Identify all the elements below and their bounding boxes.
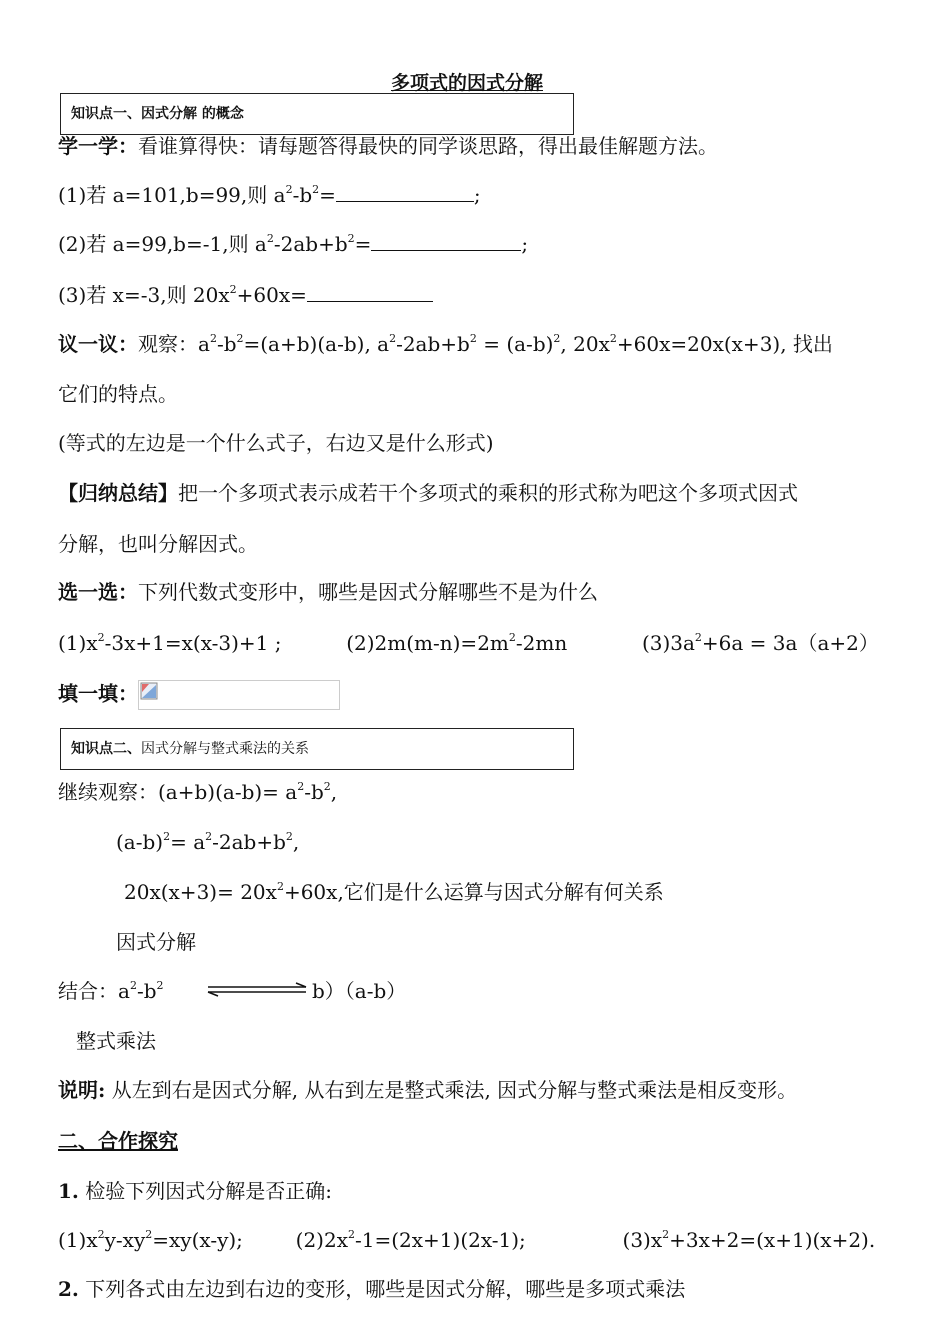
hint-line: (等式的左边是一个什么式子，右边又是什么形式): [58, 431, 494, 455]
discuss-line: 议一议：观察：$a^2-b^2=(a+b)(a-b)$, $a^2-2ab+b^2 = (a-b)^2$, $20x^2+60x=20x(x+3)$, 找出: [58, 332, 833, 356]
question-3: (3)若 x=-3,则 $20x^2+60x=$: [58, 283, 433, 307]
section-2-heading: 二、合作探究: [58, 1129, 178, 1153]
summary-line: 【归纳总结】把一个多项式表示成若干个多项式的乘积的形式称为吧这个多项式因式: [58, 481, 798, 505]
learn-text: 看谁算得快：请每题答得最快的同学谈思路，得出最佳解题方法。: [138, 134, 718, 158]
mult-label: 整式乘法: [76, 1029, 156, 1053]
knowledge-box-2: 知识点二、因式分解与整式乘法的关系: [60, 728, 574, 770]
problem-2: 2. 下列各式由左边到右边的变形，哪些是因式分解，哪些是多项式乘法: [58, 1277, 686, 1301]
discuss-line-2: 它们的特点。: [58, 382, 178, 406]
answer-blank-3[interactable]: [307, 283, 433, 302]
summary-label: 【归纳总结】: [58, 481, 178, 505]
knowledge-box-1: 知识点一、因式分解 的概念: [60, 93, 574, 135]
combine-right: b）（a-b）: [312, 979, 407, 1003]
summary-line-2: 分解，也叫分解因式。: [58, 532, 258, 556]
learn-line: [58, 134, 718, 158]
answer-blank-1[interactable]: [336, 183, 474, 202]
fill-label: 填一填：: [58, 681, 138, 706]
observe-line-2: $(a-b)^2= a^2-2ab+b^2$,: [116, 830, 300, 854]
double-arrow-icon: [204, 982, 310, 1002]
problem-1: 1. 检验下列因式分解是否正确:: [58, 1179, 332, 1203]
combine-line: 结合：$a^2-b^2$: [58, 979, 164, 1003]
choose-label: 选一选：: [58, 580, 138, 604]
problem-1-items: $(1)x^2y-xy^2=xy(x-y)$; $(2)2x^2-1=(2x+1)(2x-1)$; $(3)x^2+3x+2=(x+1)(x+2)$.: [58, 1228, 876, 1252]
choose-line: 选一选：下列代数式变形中，哪些是因式分解哪些不是为什么: [58, 580, 598, 604]
answer-blank-2[interactable]: [371, 232, 521, 251]
fill-line: [58, 680, 340, 710]
explain-line: 说明: 从左到右是因式分解, 从右到左是整式乘法, 因式分解与整式乘法是相反变形。: [58, 1078, 798, 1102]
broken-image-placeholder: [138, 680, 340, 710]
discuss-label: 议一议：: [58, 332, 138, 356]
question-1: (1)若 a=101,b=99,则 $a^2-b^2=$ ;: [58, 183, 481, 207]
observe-line-3: $20x(x+3)= 20x^2+60x$,它们是什么运算与因式分解有何关系: [124, 880, 664, 904]
factor-label: 因式分解: [116, 930, 196, 954]
explain-label: 说明:: [58, 1078, 106, 1102]
observe-line-1: 继续观察：$(a+b)(a-b)= a^2-b^2$,: [58, 780, 338, 804]
question-2: (2)若 a=99,b=-1,则 $a^2-2ab+b^2=$ ;: [58, 232, 529, 256]
learn-label: 学一学：: [58, 134, 138, 158]
page-title: 多项式的因式分解: [390, 72, 543, 94]
broken-image-icon: [140, 682, 158, 700]
choices-line: $(1)x^2-3x+1=x(x-3)+1$ ; $(2)2m(m-n)=2m^2-2mn$ $(3)3a^2+6a = 3a(a+2)$: [58, 631, 879, 655]
